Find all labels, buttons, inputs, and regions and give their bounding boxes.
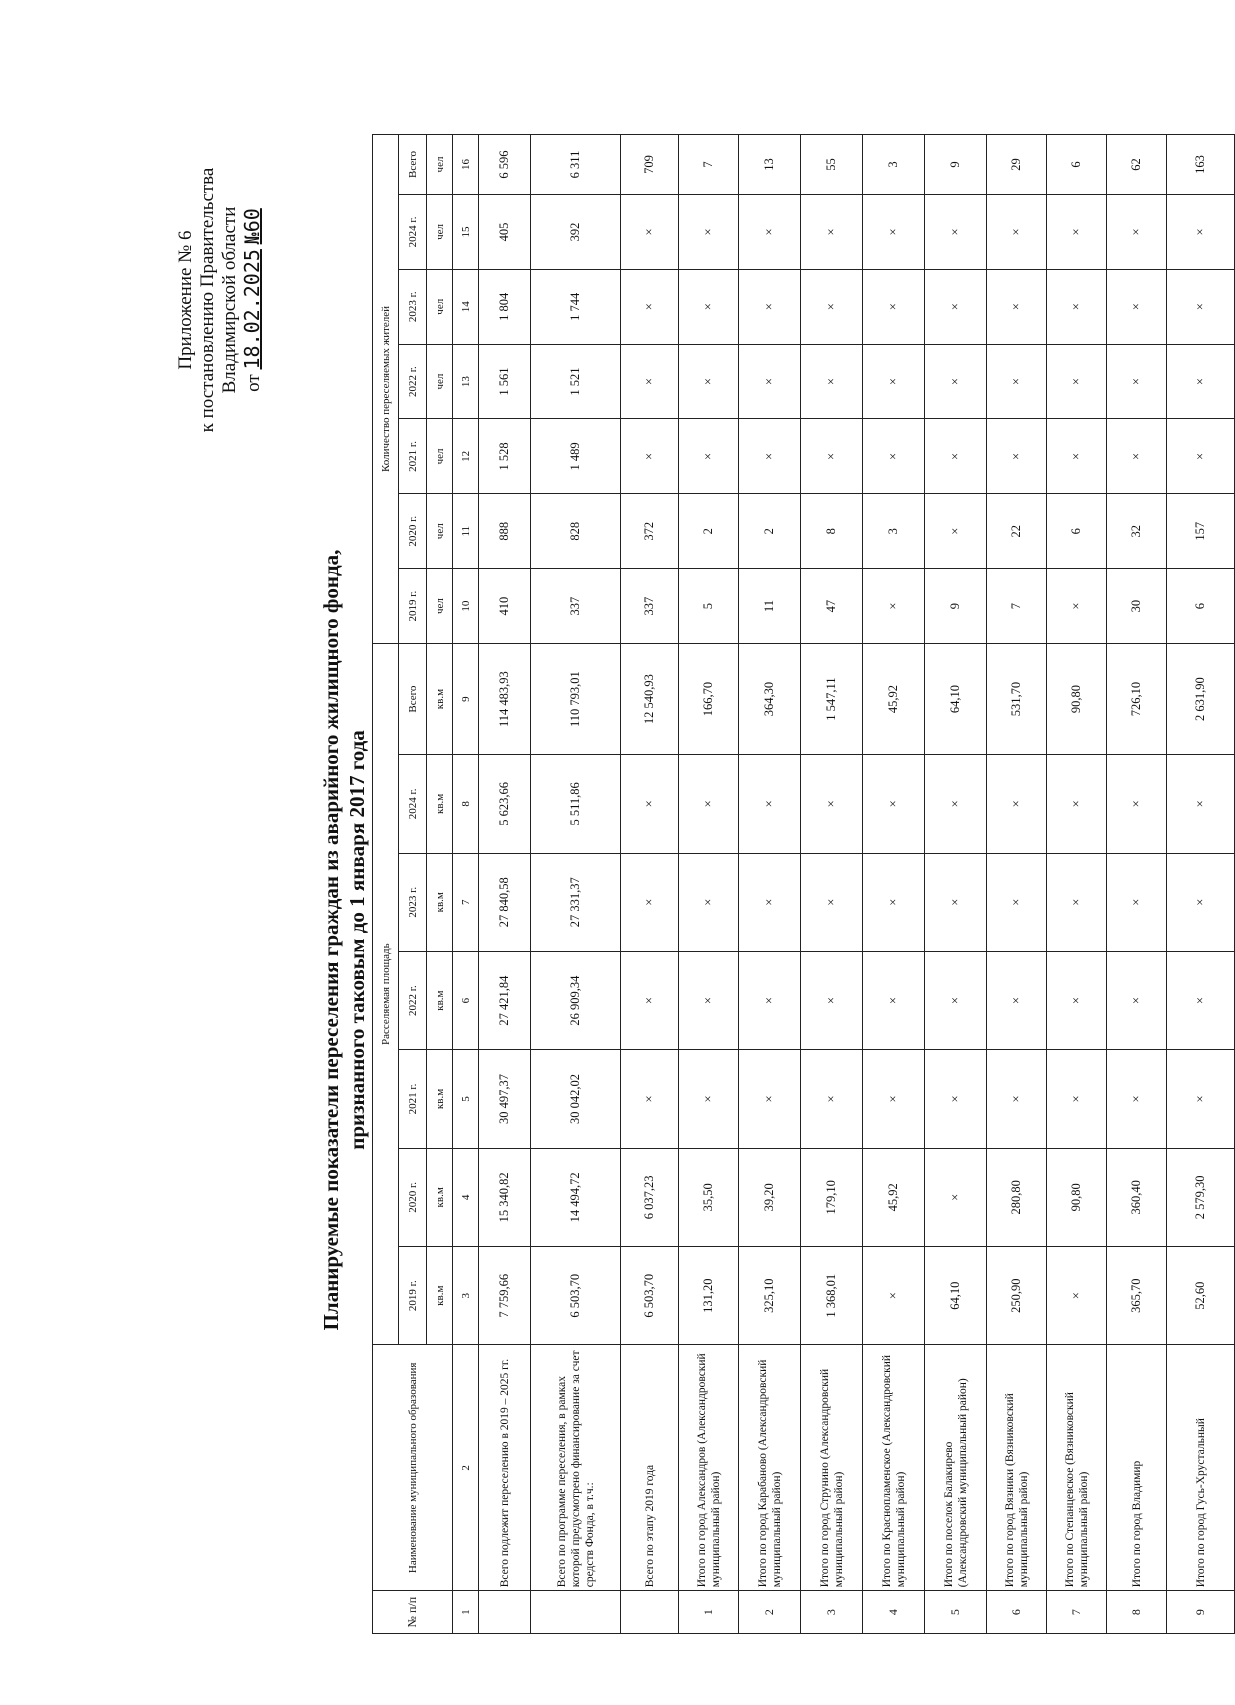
area-value-cell: 166,70	[679, 643, 739, 754]
area-value-cell: ×	[1167, 755, 1235, 853]
area-value-cell: ×	[1047, 1050, 1107, 1148]
people-value-cell: 13	[739, 135, 801, 195]
people-value-cell: 1 528	[479, 419, 531, 494]
people-value-cell: ×	[739, 344, 801, 419]
people-value-cell: 392	[531, 195, 621, 270]
row-number: 1	[679, 1591, 739, 1634]
area-value-cell: 30 042,02	[531, 1050, 621, 1148]
column-index: 1	[453, 1591, 479, 1634]
area-value-cell: ×	[621, 1050, 679, 1148]
people-value-cell: 157	[1167, 494, 1235, 569]
people-year-header: 2021 г.	[399, 419, 427, 494]
people-unit-header: чел	[427, 494, 453, 569]
municipality-name: Итого по город Гусь-Хрустальный	[1167, 1345, 1235, 1591]
area-value-cell: 27 421,84	[479, 951, 531, 1049]
people-year-header: 2022 г.	[399, 344, 427, 419]
people-value-cell: ×	[621, 344, 679, 419]
area-year-header: 2022 г.	[399, 951, 427, 1049]
municipality-name: Всего по программе переселения, в рамках которой предусмотрено финансирование за счет средств Фонда, в т.ч.:	[531, 1345, 621, 1591]
municipality-name: Итого по Степанцевское (Вязниковский муниципальный район)	[1047, 1345, 1107, 1591]
people-value-cell: 11	[739, 569, 801, 644]
area-value-cell: 250,90	[987, 1247, 1047, 1345]
people-unit-header: чел	[427, 195, 453, 270]
people-value-cell: 7	[987, 569, 1047, 644]
area-value-cell: 2 579,30	[1167, 1148, 1235, 1246]
people-value-cell: 6	[1047, 494, 1107, 569]
people-value-cell: 32	[1107, 494, 1167, 569]
municipality-name: Всего по этапу 2019 года	[621, 1345, 679, 1591]
title-line-1: Планируемые показатели переселения граждан из аварийного жилищного фонда,	[319, 549, 343, 1331]
people-value-cell: 7	[679, 135, 739, 195]
people-value-cell: ×	[739, 419, 801, 494]
people-value-cell: 1 744	[531, 269, 621, 344]
area-value-cell: 179,10	[801, 1148, 863, 1246]
people-value-cell: ×	[925, 269, 987, 344]
area-value-cell: ×	[801, 1050, 863, 1148]
table-row	[863, 135, 925, 1634]
people-year-header: 2019 г.	[399, 569, 427, 644]
area-value-cell: ×	[679, 755, 739, 853]
area-value-cell: 12 540,93	[621, 643, 679, 754]
people-value-cell: ×	[1107, 419, 1167, 494]
people-value-cell: ×	[863, 344, 925, 419]
people-value-cell: ×	[863, 419, 925, 494]
column-index: 13	[453, 344, 479, 419]
people-value-cell: 2	[679, 494, 739, 569]
area-value-cell: ×	[863, 755, 925, 853]
table-row	[479, 135, 531, 1634]
people-value-cell: ×	[679, 344, 739, 419]
people-year-header: 2024 г.	[399, 195, 427, 270]
area-value-cell: 365,70	[1107, 1247, 1167, 1345]
column-index: 5	[453, 1050, 479, 1148]
area-value-cell: ×	[1167, 1050, 1235, 1148]
row-number: 5	[925, 1591, 987, 1634]
row-number: 9	[1167, 1591, 1235, 1634]
area-value-cell: ×	[863, 1050, 925, 1148]
people-value-cell: ×	[987, 344, 1047, 419]
area-value-cell: 6 503,70	[531, 1247, 621, 1345]
table-row	[987, 135, 1047, 1634]
people-value-cell: 828	[531, 494, 621, 569]
people-value-cell: ×	[987, 195, 1047, 270]
area-unit-header: кв.м	[427, 951, 453, 1049]
area-unit-header: кв.м	[427, 853, 453, 951]
area-value-cell: ×	[925, 1148, 987, 1246]
area-value-cell: 1 368,01	[801, 1247, 863, 1345]
area-value-cell: ×	[801, 755, 863, 853]
column-index: 16	[453, 135, 479, 195]
people-value-cell: ×	[739, 269, 801, 344]
area-value-cell: ×	[863, 1247, 925, 1345]
area-value-cell: 27 840,58	[479, 853, 531, 951]
area-value-cell: ×	[1167, 951, 1235, 1049]
people-value-cell: ×	[621, 419, 679, 494]
people-value-cell: ×	[925, 419, 987, 494]
area-value-cell: 64,10	[925, 1247, 987, 1345]
municipality-name: Итого по город Александров (Александровский муниципальный район)	[679, 1345, 739, 1591]
header-name: Наименование муниципального образования	[373, 1345, 453, 1591]
people-unit-header: чел	[427, 569, 453, 644]
people-value-cell: 372	[621, 494, 679, 569]
area-value-cell: ×	[739, 755, 801, 853]
municipality-name: Итого по Краснопламенское (Александровский муниципальный район)	[863, 1345, 925, 1591]
people-value-cell: 709	[621, 135, 679, 195]
area-value-cell: ×	[1107, 951, 1167, 1049]
area-value-cell: 280,80	[987, 1148, 1047, 1246]
area-value-cell: 26 909,34	[531, 951, 621, 1049]
area-value-cell: ×	[801, 853, 863, 951]
people-value-cell: ×	[679, 269, 739, 344]
table-row	[1107, 135, 1167, 1634]
appendix-date-line	[241, 155, 265, 445]
row-number	[531, 1591, 621, 1634]
area-value-cell: 35,50	[679, 1148, 739, 1246]
people-value-cell: ×	[1167, 269, 1235, 344]
data-table	[372, 134, 1235, 1634]
column-index: 15	[453, 195, 479, 270]
people-value-cell: 337	[531, 569, 621, 644]
row-number	[479, 1591, 531, 1634]
people-value-cell: ×	[863, 195, 925, 270]
people-value-cell: 1 489	[531, 419, 621, 494]
area-value-cell: 360,40	[1107, 1148, 1167, 1246]
people-value-cell: 55	[801, 135, 863, 195]
area-value-cell: ×	[679, 1050, 739, 1148]
people-value-cell: 22	[987, 494, 1047, 569]
area-value-cell: 325,10	[739, 1247, 801, 1345]
area-value-cell: ×	[987, 1050, 1047, 1148]
people-value-cell: ×	[1107, 269, 1167, 344]
people-value-cell: ×	[801, 344, 863, 419]
area-value-cell: ×	[925, 853, 987, 951]
area-value-cell: 5 623,66	[479, 755, 531, 853]
people-value-cell: 888	[479, 494, 531, 569]
area-value-cell: 531,70	[987, 643, 1047, 754]
area-value-cell: ×	[863, 853, 925, 951]
area-value-cell: ×	[925, 1050, 987, 1148]
column-index: 6	[453, 951, 479, 1049]
appendix-block	[175, 155, 265, 445]
column-index: 10	[453, 569, 479, 644]
area-value-cell: ×	[739, 853, 801, 951]
people-value-cell: 6 311	[531, 135, 621, 195]
area-value-cell: ×	[1047, 1247, 1107, 1345]
area-value-cell: 45,92	[863, 643, 925, 754]
area-value-cell: 364,30	[739, 643, 801, 754]
people-value-cell: ×	[679, 419, 739, 494]
people-value-cell: 8	[801, 494, 863, 569]
people-value-cell: 6	[1167, 569, 1235, 644]
column-index: 12	[453, 419, 479, 494]
people-value-cell: ×	[801, 269, 863, 344]
area-value-cell: 52,60	[1167, 1247, 1235, 1345]
area-value-cell: ×	[621, 755, 679, 853]
people-value-cell: 163	[1167, 135, 1235, 195]
people-value-cell: ×	[1047, 569, 1107, 644]
people-value-cell: ×	[739, 195, 801, 270]
area-value-cell: 1 547,11	[801, 643, 863, 754]
area-value-cell: ×	[925, 755, 987, 853]
people-value-cell: 9	[925, 569, 987, 644]
people-value-cell: ×	[1047, 344, 1107, 419]
area-year-header: 2020 г.	[399, 1148, 427, 1246]
people-value-cell: 337	[621, 569, 679, 644]
people-value-cell: ×	[1167, 195, 1235, 270]
appendix-ref: к постановлению Правительства	[197, 167, 218, 433]
area-value-cell: 39,20	[739, 1148, 801, 1246]
people-value-cell: ×	[1167, 344, 1235, 419]
municipality-name: Итого по поселок Балакирево (Александровский муниципальный район)	[925, 1345, 987, 1591]
area-value-cell: ×	[1107, 853, 1167, 951]
people-unit-header: чел	[427, 344, 453, 419]
people-value-cell: ×	[1047, 269, 1107, 344]
area-value-cell: 30 497,37	[479, 1050, 531, 1148]
people-value-cell: 1 804	[479, 269, 531, 344]
area-year-header: 2024 г.	[399, 755, 427, 853]
area-value-cell: 726,10	[1107, 643, 1167, 754]
table-row	[679, 135, 739, 1634]
column-index: 7	[453, 853, 479, 951]
area-value-cell: 27 331,37	[531, 853, 621, 951]
area-value-cell: 7 759,66	[479, 1247, 531, 1345]
appendix-title: Приложение № 6	[175, 230, 196, 370]
column-index: 8	[453, 755, 479, 853]
area-value-cell: ×	[801, 951, 863, 1049]
area-year-header: 2023 г.	[399, 853, 427, 951]
area-unit-header: кв.м	[427, 643, 453, 754]
people-value-cell: ×	[621, 195, 679, 270]
people-value-cell: ×	[1167, 419, 1235, 494]
area-value-cell: 110 793,01	[531, 643, 621, 754]
area-value-cell: ×	[739, 951, 801, 1049]
header-area-group: Расселяемая площадь	[373, 643, 399, 1344]
area-value-cell: ×	[925, 951, 987, 1049]
people-year-header: 2023 г.	[399, 269, 427, 344]
table-row	[1047, 135, 1107, 1634]
area-value-cell: 2 631,90	[1167, 643, 1235, 754]
row-number	[621, 1591, 679, 1634]
people-value-cell: ×	[1107, 195, 1167, 270]
area-value-cell: 114 483,93	[479, 643, 531, 754]
area-year-header: 2021 г.	[399, 1050, 427, 1148]
people-value-cell: 6 596	[479, 135, 531, 195]
people-value-cell: ×	[863, 569, 925, 644]
row-number: 8	[1107, 1591, 1167, 1634]
column-index: 11	[453, 494, 479, 569]
row-number: 6	[987, 1591, 1047, 1634]
column-index: 3	[453, 1247, 479, 1345]
people-value-cell: 3	[863, 135, 925, 195]
area-value-cell: 45,92	[863, 1148, 925, 1246]
municipality-name: Итого по город Владимир	[1107, 1345, 1167, 1591]
people-value-cell: ×	[863, 269, 925, 344]
area-value-cell: ×	[621, 951, 679, 1049]
appendix-region: Владимирской области	[219, 206, 240, 394]
area-value-cell: ×	[1107, 1050, 1167, 1148]
column-index: 14	[453, 269, 479, 344]
table-row	[925, 135, 987, 1634]
municipality-name: Итого по город Струнино (Александровский муниципальный район)	[801, 1345, 863, 1591]
row-number: 2	[739, 1591, 801, 1634]
area-value-cell: 15 340,82	[479, 1148, 531, 1246]
people-value-cell: 30	[1107, 569, 1167, 644]
people-year-header: 2020 г.	[399, 494, 427, 569]
area-value-cell: ×	[1107, 755, 1167, 853]
decree-number: №60	[240, 208, 264, 245]
area-value-cell: ×	[621, 853, 679, 951]
area-unit-header: кв.м	[427, 1148, 453, 1246]
people-value-cell: 5	[679, 569, 739, 644]
column-index: 9	[453, 643, 479, 754]
municipality-name: Всего подлежит переселению в 2019 – 2025 гг.	[479, 1345, 531, 1591]
area-value-cell: ×	[987, 755, 1047, 853]
area-year-header: Всего	[399, 643, 427, 754]
table-row	[621, 135, 679, 1634]
area-value-cell: ×	[987, 951, 1047, 1049]
people-value-cell: ×	[801, 419, 863, 494]
table-row	[739, 135, 801, 1634]
header-num: № п/п	[373, 1591, 453, 1634]
people-value-cell: ×	[1047, 419, 1107, 494]
table-row	[801, 135, 863, 1634]
column-index: 4	[453, 1148, 479, 1246]
people-value-cell: ×	[1107, 344, 1167, 419]
area-value-cell: 64,10	[925, 643, 987, 754]
municipality-name: Итого по город Карабаново (Александровский муниципальный район)	[739, 1345, 801, 1591]
area-value-cell: 5 511,86	[531, 755, 621, 853]
people-value-cell: ×	[987, 269, 1047, 344]
area-value-cell: 14 494,72	[531, 1148, 621, 1246]
area-value-cell: ×	[679, 853, 739, 951]
people-value-cell: ×	[925, 344, 987, 419]
people-value-cell: ×	[1047, 195, 1107, 270]
row-number: 4	[863, 1591, 925, 1634]
row-number: 7	[1047, 1591, 1107, 1634]
area-value-cell: ×	[679, 951, 739, 1049]
area-value-cell: ×	[863, 951, 925, 1049]
area-value-cell: 131,20	[679, 1247, 739, 1345]
page-title	[318, 340, 370, 1540]
people-value-cell: ×	[925, 494, 987, 569]
area-value-cell: 6 503,70	[621, 1247, 679, 1345]
column-index: 2	[453, 1345, 479, 1591]
people-value-cell: 29	[987, 135, 1047, 195]
area-value-cell: ×	[739, 1050, 801, 1148]
area-value-cell: ×	[987, 853, 1047, 951]
people-value-cell: 9	[925, 135, 987, 195]
area-value-cell: ×	[1047, 853, 1107, 951]
people-value-cell: 3	[863, 494, 925, 569]
area-value-cell: 6 037,23	[621, 1148, 679, 1246]
header-people-group: Количество переселяемых жителей	[373, 135, 399, 644]
people-value-cell: 1 561	[479, 344, 531, 419]
area-value-cell: ×	[1047, 755, 1107, 853]
date-prefix: от	[243, 374, 264, 392]
title-line-2: признанного таковым до 1 января 2017 года	[345, 730, 369, 1150]
people-unit-header: чел	[427, 419, 453, 494]
document-sheet	[0, 100, 1207, 1660]
area-value-cell: 90,80	[1047, 643, 1107, 754]
area-unit-header: кв.м	[427, 1050, 453, 1148]
table-row	[1167, 135, 1235, 1634]
area-value-cell: ×	[1167, 853, 1235, 951]
people-unit-header: чел	[427, 135, 453, 195]
people-value-cell: ×	[987, 419, 1047, 494]
people-value-cell: 405	[479, 195, 531, 270]
people-value-cell: 2	[739, 494, 801, 569]
people-value-cell: 1 521	[531, 344, 621, 419]
people-value-cell: ×	[925, 195, 987, 270]
people-value-cell: 410	[479, 569, 531, 644]
people-year-header: Всего	[399, 135, 427, 195]
row-number: 3	[801, 1591, 863, 1634]
area-value-cell: ×	[1047, 951, 1107, 1049]
area-value-cell: 90,80	[1047, 1148, 1107, 1246]
area-unit-header: кв.м	[427, 1247, 453, 1345]
municipality-name: Итого по город Вязники (Вязниковский муниципальный район)	[987, 1345, 1047, 1591]
table-row	[531, 135, 621, 1634]
people-value-cell: 62	[1107, 135, 1167, 195]
people-value-cell: ×	[801, 195, 863, 270]
people-unit-header: чел	[427, 269, 453, 344]
area-year-header: 2019 г.	[399, 1247, 427, 1345]
decree-date: 18.02.2025	[240, 249, 264, 370]
people-value-cell: ×	[679, 195, 739, 270]
people-value-cell: 47	[801, 569, 863, 644]
people-value-cell: ×	[621, 269, 679, 344]
people-value-cell: 6	[1047, 135, 1107, 195]
area-unit-header: кв.м	[427, 755, 453, 853]
